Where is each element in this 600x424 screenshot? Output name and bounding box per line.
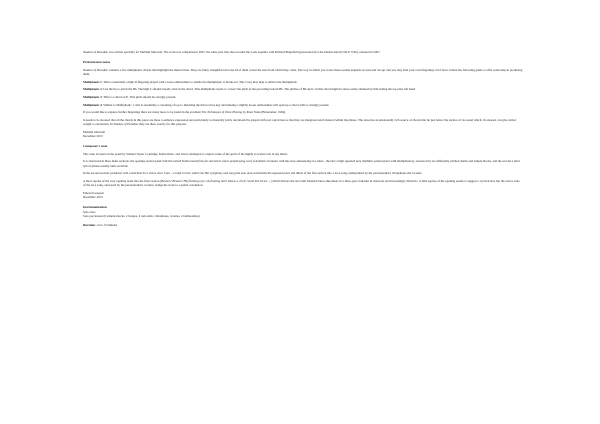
- duration-line: [83, 223, 523, 227]
- duration-value: : circa 13 minutes: [95, 223, 118, 228]
- composer-text: In the second section (: [83, 171, 111, 176]
- multiphonic-1-paragraph: [83, 80, 523, 84]
- multiphonic-1-label: Multiphonic 1: [83, 79, 102, 84]
- multiphonic-3-paragraph: [83, 95, 523, 99]
- multiphonic-4-text: : Similar to Multiphonic 1, this is essentially a colouring of top G. Relaxing the third octave key and making a slightly looser embouchure will open up a chord with G strongly present.: [101, 102, 330, 107]
- instrumentation-heading: Instrumentation: [83, 204, 107, 209]
- multiphonic-3-label: Multiphonic 3: [83, 94, 102, 99]
- composer-text: ) which mirrors the text with frenzied dance-like music in a three-part, folk-like in character and increasingly climactic. A final reprise of the opening seems to suggest a cyclical end, but the oboe's echo of the love song, answered by the percussionist's crotales, brings the work to a gentle conclusion.: [83, 178, 520, 187]
- multiphonic-4-label: Multiphonic 4: [83, 102, 102, 107]
- composer-text: ) the solo oboe transforms the repeated notes and thirds of the first section into a love-song, underpinned by the percussionist's vibraphone and crotales.: [234, 171, 423, 176]
- signature-date: December 2013: [83, 194, 103, 199]
- multiphonic-1-text: : This is essentially a high D fingering played with a loose embouchure to enable the multiphonic to break out. The C key may help to deliver the multiphonic.: [101, 79, 298, 84]
- reference-text-start: If you would like to explore further fingerings there are many more to be found in the excellent: [83, 110, 202, 115]
- multiphonic-4-paragraph: [83, 103, 523, 107]
- composer-paragraph-2: [83, 159, 523, 167]
- signature-name: Melinda Maxwell: [83, 129, 106, 134]
- intro-paragraph: [83, 50, 523, 54]
- multiphonic-3-text: : This is a chord on E. This pitch should be strongly present.: [101, 94, 177, 99]
- poem-quote: Beware! Beware! His flashing eyes, his floating hair! Weave a circle round him thrice ...: [161, 178, 271, 183]
- work-title: Shadow of Paradise: [83, 50, 108, 54]
- closing-text-end: they are there exactly for this purpose.: [138, 121, 187, 126]
- composer-text: , and I have attempted to capture some of the spirit of his highly evocative text in my music.: [173, 151, 289, 156]
- composer-text: It is structured in three main sections: the opening section (: [83, 159, 157, 164]
- closing-paragraph: [83, 118, 523, 126]
- composer-paragraph-4: [83, 179, 523, 187]
- poem-quote: And 'mid this tumult Kubla heard from far Ancestral voices prophesying war: [156, 159, 251, 164]
- composer-paragraph-1: [83, 152, 523, 156]
- multiphonic-2-text: : Use the lip to pinch the Bb. The high C should already exist in the chord. This multiphonic needs to 'colour' the pitch of the preceding bottom Bb. The pitches of Bb and C in this chord might be more easily obtained by half-holing the top plate left hand.: [101, 87, 416, 92]
- work-title: Shadow of Paradise: [113, 121, 139, 126]
- performance-intro-paragraph: [83, 68, 523, 76]
- closing-text-start: It needs to be stressed that all the chords in this piece are there to enhance expression and particularly to musically pitch, and should be played with real conviction so that they are integrated and balanced within the phrase. The oboe has an emotionally rich source of chords that lie just below the surface of its sound which, if released, can give added weight to expression. In: [83, 117, 516, 126]
- reference-text-end: by Peter Veale (Bärenreiter, 1994).: [242, 110, 286, 115]
- instrumentation-line-1: Solo oboe: [83, 209, 96, 214]
- composer-text: ) is dramatic in nature with the oboe announcing two ideas - the first a high repeated note rhythmic pattern (later with multiphonics), answered by six differently pitched drums and temple blocks, and the second a short lyrical phrase usually built on thirds.: [83, 159, 521, 168]
- book-title: The Techniques of Oboe Playing: [201, 110, 243, 115]
- multiphonic-2-label: Multiphonic 2: [83, 87, 102, 92]
- signature-date: December 2013: [83, 133, 103, 138]
- performer-signature: [83, 130, 523, 138]
- signature-name: Edward Gregson: [83, 190, 104, 195]
- multiphonic-2-paragraph: [83, 87, 523, 91]
- reference-paragraph: [83, 110, 523, 114]
- intro-text: was written specially for Melinda Maxwell. The work was completed in 2007, the same year that she recorded the work together with Richard Benjafield (percussion) for the Dutton label (CDLX 7190), released in 2007.: [107, 50, 381, 54]
- composer-paragraph-3: [83, 171, 523, 175]
- composer-signature: [83, 191, 523, 199]
- document-page: [83, 50, 523, 231]
- poem-title: Kubla Khan: [158, 151, 174, 156]
- work-title: Shadow of Paradise: [83, 68, 108, 72]
- instrumentation-line-2: Solo percussion (6 temple-blocks, 2 bongos, 4 tom-toms, vibraphone, crotales, 2 tambourines): [83, 213, 200, 218]
- poem-quote: A damsel with a dulcimer In a vision once I saw ...Could I revive within me Her symphony and song: [110, 171, 235, 176]
- performance-intro-text: contains a few multiphonic chords that highlight the musical line. They are fairly straightforward and all of them colour the note from which they come. The way in which you create these sounds depends on reed and 'set-up' and you may find your own fingerings, but I have written the following guide or offer some help in producing them.: [83, 68, 523, 77]
- composer-text: The work is based on the poem by Samuel Taylor Coleridge,: [83, 151, 159, 156]
- composer-text: A short reprise of the very opening leads into the final section (: [83, 178, 162, 183]
- duration-label: Duration: [83, 223, 96, 228]
- performance-notes-heading: Performance notes: [83, 60, 111, 65]
- composers-note-heading: Composer's note: [83, 143, 108, 148]
